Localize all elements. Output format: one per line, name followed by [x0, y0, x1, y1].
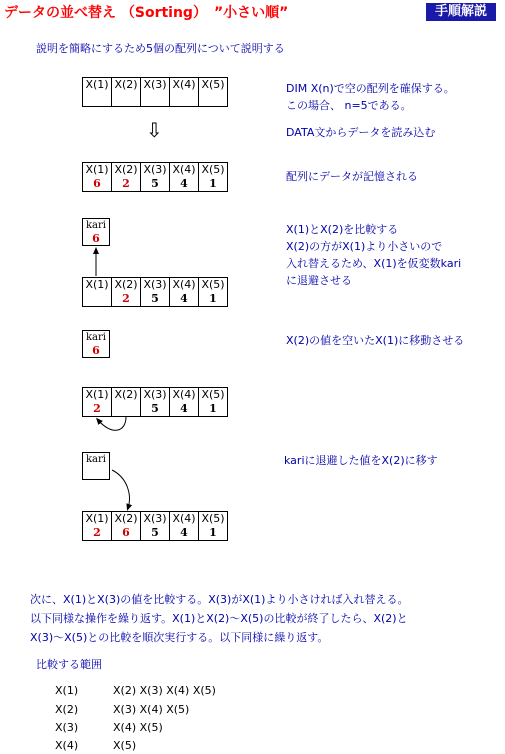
array-cell: X(5) 1 — [199, 388, 228, 416]
array-cell: X(3) 5 — [141, 512, 170, 540]
page-title: データの並べ替え （Sorting） ”小さい順” — [4, 5, 289, 21]
range-title: 比較する範囲 — [36, 658, 102, 671]
array-cell: X(5) 1 — [199, 278, 228, 306]
down-arrow-icon: ⇩ — [146, 118, 163, 142]
range-row: X(1) X(2) X(3) X(4) X(5) — [55, 684, 216, 697]
range-row: X(4) X(5) — [55, 739, 137, 752]
note-dim: DIM X(n)で空の配列を確保する。 この場合、 n=5である。 — [286, 82, 455, 112]
array-cell: X(1) 2 — [83, 388, 112, 416]
array-cell: X(5) 1 — [199, 163, 228, 191]
array-cell: X(4) — [170, 78, 199, 106]
kari-box: kari 6 — [82, 218, 110, 246]
array-cell: X(1) — [83, 78, 112, 106]
array-cell: X(3) 5 — [141, 163, 170, 191]
note-memorized: 配列にデータが記憶される — [286, 170, 418, 183]
array-cell: X(1) 2 — [83, 512, 112, 540]
array-cell: X(3) 5 — [141, 388, 170, 416]
kari-box: kari 6 — [82, 330, 110, 358]
kari-box: kari — [82, 452, 110, 480]
range-row: X(2) X(3) X(4) X(5) — [55, 703, 190, 716]
range-row: X(3) X(4) X(5) — [55, 721, 163, 734]
array-cell: X(4) 4 — [170, 278, 199, 306]
array-cell: X(5) — [199, 78, 228, 106]
array-cell: X(2) 6 — [112, 512, 141, 540]
procedure-badge: 手順解説 — [426, 3, 496, 21]
note-data: DATA文からデータを読み込む — [286, 126, 436, 139]
array-cell: X(4) 4 — [170, 512, 199, 540]
note-compare: X(1)とX(2)を比較する X(2)の方がX(1)より小さいので 入れ替えるため、X(1)を仮変数kari に退避させる — [286, 223, 462, 287]
array-cell: X(2) — [112, 78, 141, 106]
array-cell: X(2) 2 — [112, 278, 141, 306]
note-restore: kariに退避した値をX(2)に移す — [284, 454, 438, 467]
array-cell: X(5) 1 — [199, 512, 228, 540]
array-cell: X(3) — [141, 78, 170, 106]
array-cell: X(2) 2 — [112, 163, 141, 191]
subtitle: 説明を簡略にするため5個の配列について説明する — [36, 42, 285, 55]
note-move: X(2)の値を空いたX(1)に移動させる — [286, 334, 465, 347]
array-cell: X(1) 6 — [83, 163, 112, 191]
array-cell: X(3) 5 — [141, 278, 170, 306]
explanation-paragraph: 次に、X(1)とX(3)の値を比較する。X(3)がX(1)より小さければ入れ替える。 以下同様な操作を繰り返す。X(1)とX(2)～X(5)の比較が終了したら、X(2)と X(3)～X(5)との比較を順次実行する。以下同様に繰り返す。 — [30, 593, 409, 644]
array-cell: X(4) 4 — [170, 388, 199, 416]
arrow-kari-to-x2 — [112, 470, 129, 508]
array-cell: X(2) — [112, 388, 141, 416]
arrow-x2-to-x1 — [98, 417, 126, 430]
array-cell: X(1) — [83, 278, 112, 306]
array-cell: X(4) 4 — [170, 163, 199, 191]
